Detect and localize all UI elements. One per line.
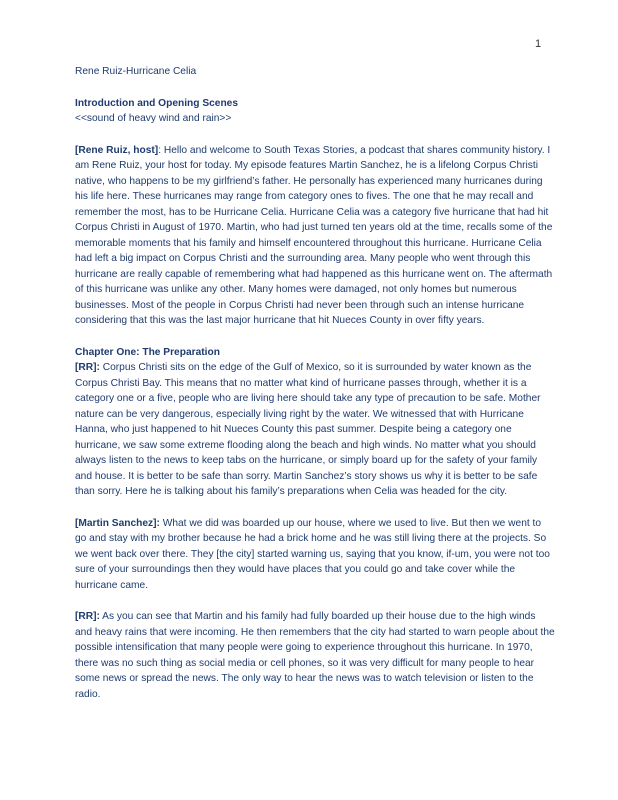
speaker-label: [RR]:	[75, 362, 100, 373]
paragraph-text: Corpus Christi sits on the edge of the Gulf of Mexico, so it is surrounded by water known as the Corpus Christi Bay. This means that no matter what kind of hurricane passes through, whether it is a category one or a five, people who are living here should take any type of precaution to be safe. Mother nature can be very dangerous, especially living right by the water. We witnessed that with Hurricane Hanna, who just happened to hit Nueces County this past summer. Despite being a category one hurricane, we saw some extreme flooding along the beach and high winds. No matter what you should always listen to the news to keep tabs on the hurricane, or simply board up for the safety of your family and house. It is better to be safe than sorry. Martin Sanchez’s story shows us why it is better to be safe than sorry. Here he is talking about his family’s preparations when Celia was headed for the city.	[75, 362, 541, 497]
intro-heading: Introduction and Opening Scenes	[75, 97, 239, 109]
speaker-label: [Rene Ruiz, host]	[75, 144, 159, 156]
paragraph-text: : Hello and welcome to South Texas Stories, a podcast that shares community history. I am Rene Ruiz, your host for today. My episode features Martin Sanchez, he is a lifelong Corpus Christi native, who happens to be my girlfriend’s father. He personally has experienced many hurricanes during his life here. These hurricanes may range from category ones to fives. The one that he may recall and remember the most, has to be Hurricane Celia. Hurricane Celia was a category five hurricane that had hit Corpus Christi in August of 1970. Martin, who had just turned ten years old at the time, recalls some of the memorable moments that his family and himself encountered throughout this hurricane. Hurricane Celia had left a big impact on Corpus Christi and the surrounding area. Many people who went through this hurricane are really capable of remembering what had happened as this hurricane went on. The aftermath of this hurricane was unlike any other. Many homes were damaged, not only homes but numerous businesses. Most of the people in Corpus Christi had never been through such an intense hurricane considering that this was the last major hurricane that hit Nueces County in over fifty years.	[75, 144, 553, 326]
intro-paragraph	[75, 143, 555, 329]
speaker-label: [RR]:	[75, 611, 100, 622]
page-number: 1	[535, 38, 542, 50]
paragraph-text: What we did was boarded up our house, where we used to live. But then we went to go and stay with my brother because he had a brick home and he was still living there at the projects. So we went back over there. They [the city] started warning us, saying that you know, if-um, you were not too sure of your surroundings then they would have places that you could go and take cover while the hurricane came.	[75, 517, 550, 591]
chapter-one-paragraph-1	[75, 360, 555, 500]
chapter-one-paragraph-3	[75, 609, 555, 702]
speaker-label: [Martin Sanchez]:	[75, 517, 160, 529]
document-body	[75, 64, 555, 702]
paragraph-text: As you can see that Martin and his family had fully boarded up their house due to the high winds and heavy rains that were incoming. He then remembers that the city had started to warn people about the possible intensification that many people were going to experience throughout this hurricane. In 1970, there was no such thing as social media or cell phones, so it was very difficult for many people to hear some news or spread the news. The only way to hear the news was to watch television or listen to the radio.	[75, 611, 555, 700]
chapter-one-heading: Chapter One: The Preparation	[75, 346, 220, 358]
sound-cue: <<sound of heavy wind and rain>>	[75, 113, 232, 124]
chapter-one-paragraph-2	[75, 516, 555, 594]
document-title: Rene Ruiz-Hurricane Celia	[75, 66, 197, 77]
